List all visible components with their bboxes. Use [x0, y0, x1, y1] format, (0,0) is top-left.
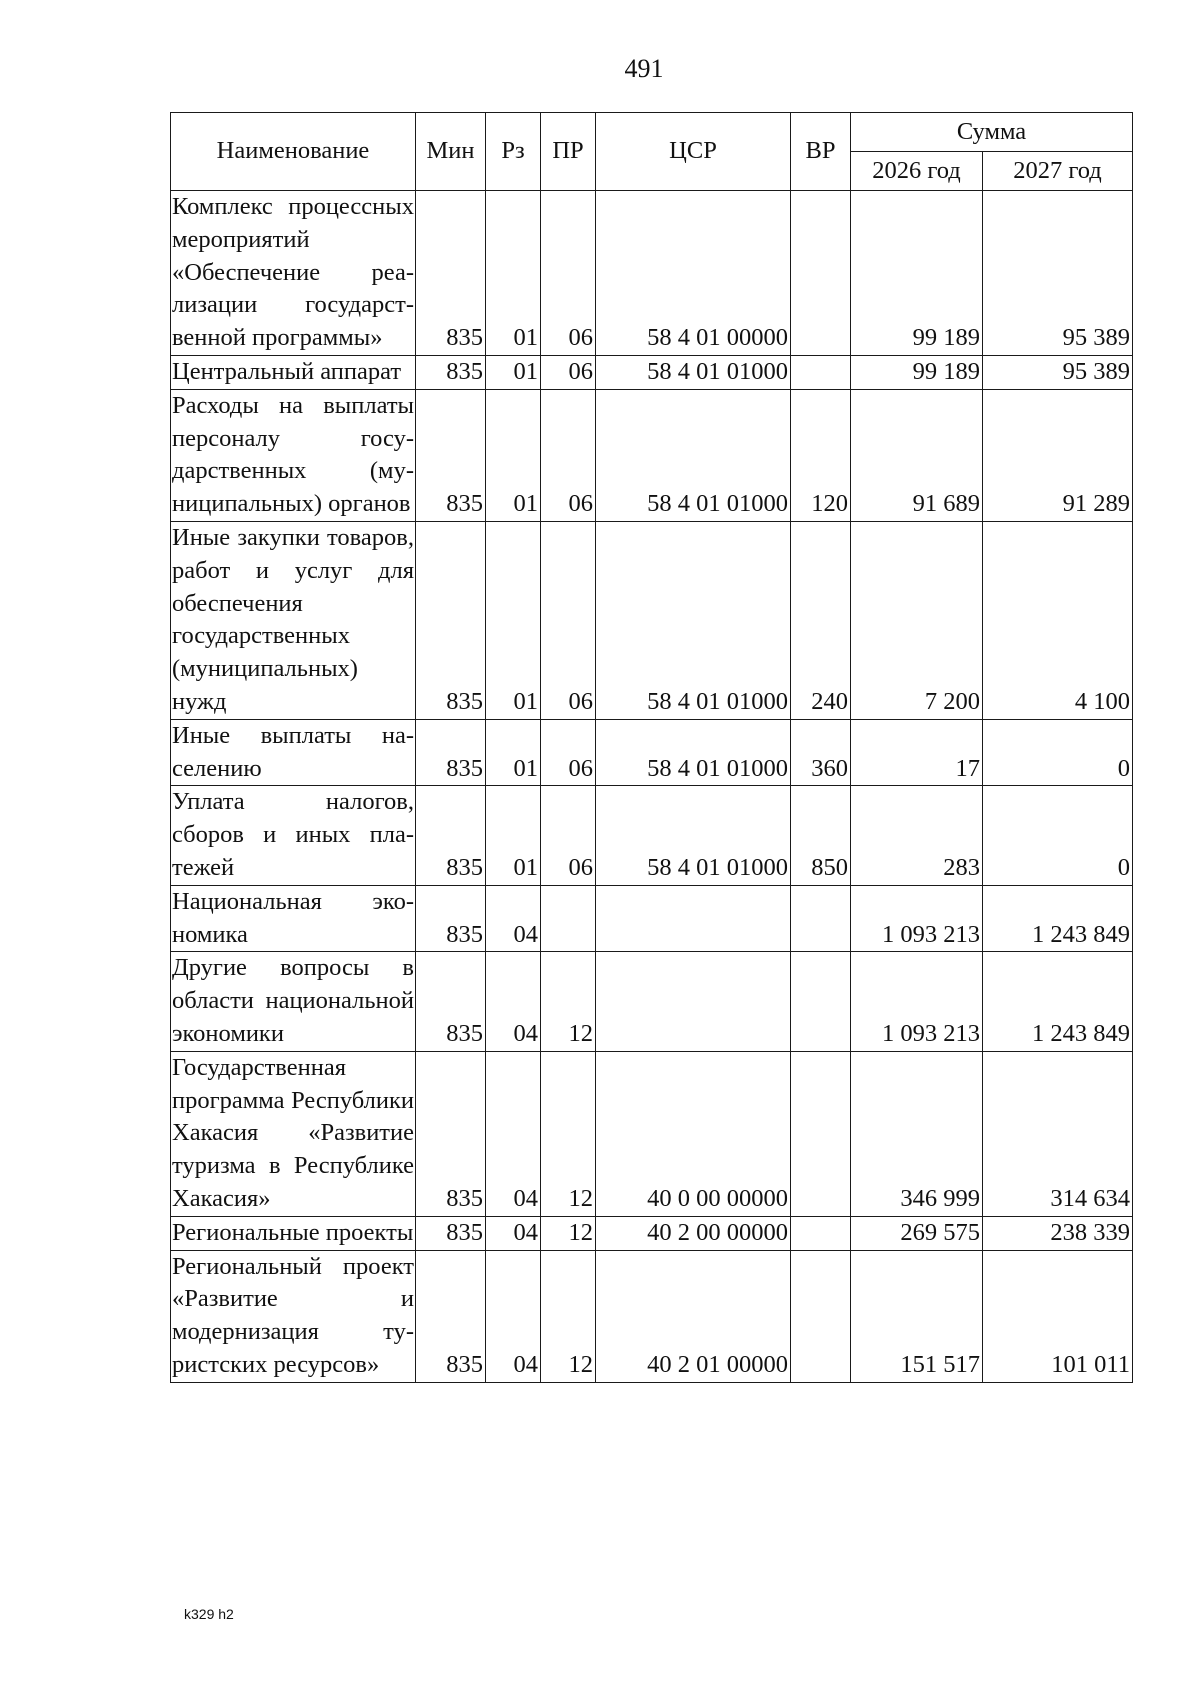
cell-pr: 12	[541, 1051, 596, 1216]
cell-csr: 58 4 01 01000	[596, 786, 791, 885]
cell-sum-2026: 151 517	[851, 1250, 983, 1382]
cell-min: 835	[416, 355, 486, 389]
table-row	[171, 885, 1133, 952]
cell-csr: 58 4 01 00000	[596, 191, 791, 356]
cell-rz: 04	[486, 1250, 541, 1382]
cell-rz: 01	[486, 786, 541, 885]
table-row	[171, 521, 1133, 719]
cell-csr: 58 4 01 01000	[596, 355, 791, 389]
cell-rz: 01	[486, 389, 541, 521]
cell-vr	[791, 355, 851, 389]
cell-csr	[596, 952, 791, 1051]
cell-pr: 12	[541, 1250, 596, 1382]
table-body	[171, 191, 1133, 1383]
header-vr: ВР	[791, 113, 851, 191]
cell-sum-2027: 238 339	[983, 1216, 1133, 1250]
cell-vr: 850	[791, 786, 851, 885]
cell-sum-2026: 283	[851, 786, 983, 885]
cell-min: 835	[416, 786, 486, 885]
header-year-2027: 2027 год	[983, 152, 1133, 191]
cell-rz: 01	[486, 191, 541, 356]
cell-rz: 01	[486, 355, 541, 389]
cell-csr: 40 2 01 00000	[596, 1250, 791, 1382]
cell-sum-2026: 346 999	[851, 1051, 983, 1216]
cell-vr	[791, 885, 851, 952]
cell-rz: 04	[486, 1051, 541, 1216]
cell-rz: 04	[486, 952, 541, 1051]
cell-csr: 58 4 01 01000	[596, 521, 791, 719]
cell-pr: 06	[541, 719, 596, 786]
table-row	[171, 191, 1133, 356]
table-row	[171, 1250, 1133, 1382]
cell-vr	[791, 1051, 851, 1216]
table-header	[171, 113, 1133, 191]
cell-pr: 12	[541, 1216, 596, 1250]
cell-rz: 01	[486, 719, 541, 786]
header-rz: Рз	[486, 113, 541, 191]
cell-name: Комплекс процессных мероприятий «Обеспечение реализации государственной программы»	[171, 191, 416, 356]
cell-sum-2027: 4 100	[983, 521, 1133, 719]
cell-pr: 06	[541, 355, 596, 389]
cell-csr: 40 0 00 00000	[596, 1051, 791, 1216]
cell-csr: 58 4 01 01000	[596, 389, 791, 521]
cell-pr: 06	[541, 191, 596, 356]
cell-name: Региональные проекты	[171, 1216, 416, 1250]
header-name: Наименование	[171, 113, 416, 191]
cell-min: 835	[416, 1216, 486, 1250]
cell-pr: 06	[541, 521, 596, 719]
header-sum: Сумма	[851, 113, 1133, 152]
cell-min: 835	[416, 1250, 486, 1382]
cell-rz: 01	[486, 521, 541, 719]
cell-sum-2027: 101 011	[983, 1250, 1133, 1382]
cell-sum-2027: 91 289	[983, 389, 1133, 521]
table-row	[171, 1216, 1133, 1250]
cell-vr	[791, 952, 851, 1051]
cell-sum-2027: 1 243 849	[983, 952, 1133, 1051]
cell-pr: 06	[541, 389, 596, 521]
cell-sum-2027: 1 243 849	[983, 885, 1133, 952]
cell-sum-2026: 99 189	[851, 355, 983, 389]
cell-sum-2027: 0	[983, 786, 1133, 885]
budget-table	[170, 112, 1133, 1383]
cell-sum-2026: 269 575	[851, 1216, 983, 1250]
header-year-2026: 2026 год	[851, 152, 983, 191]
cell-vr: 240	[791, 521, 851, 719]
cell-pr: 12	[541, 952, 596, 1051]
cell-vr	[791, 1250, 851, 1382]
table-row	[171, 786, 1133, 885]
header-min: Мин	[416, 113, 486, 191]
cell-name: Уплата налогов, сборов и иных платежей	[171, 786, 416, 885]
table-row	[171, 355, 1133, 389]
cell-sum-2026: 1 093 213	[851, 952, 983, 1051]
cell-sum-2027: 95 389	[983, 355, 1133, 389]
header-pr: ПР	[541, 113, 596, 191]
cell-name: Иные выплаты населению	[171, 719, 416, 786]
cell-sum-2027: 0	[983, 719, 1133, 786]
cell-min: 835	[416, 521, 486, 719]
cell-pr: 06	[541, 786, 596, 885]
cell-sum-2026: 99 189	[851, 191, 983, 356]
table-row	[171, 719, 1133, 786]
cell-vr: 360	[791, 719, 851, 786]
cell-name: Расходы на выплаты персоналу государственных (муниципальных) органов	[171, 389, 416, 521]
cell-min: 835	[416, 885, 486, 952]
cell-min: 835	[416, 389, 486, 521]
cell-name: Национальная экономика	[171, 885, 416, 952]
cell-min: 835	[416, 1051, 486, 1216]
cell-name: Региональный проект «Развитие и модернизация туристских ресурсов»	[171, 1250, 416, 1382]
cell-vr	[791, 1216, 851, 1250]
cell-vr: 120	[791, 389, 851, 521]
cell-name: Другие вопросы в области национальной экономики	[171, 952, 416, 1051]
cell-csr: 58 4 01 01000	[596, 719, 791, 786]
cell-rz: 04	[486, 1216, 541, 1250]
cell-sum-2026: 91 689	[851, 389, 983, 521]
cell-sum-2026: 1 093 213	[851, 885, 983, 952]
cell-vr	[791, 191, 851, 356]
cell-sum-2026: 7 200	[851, 521, 983, 719]
cell-csr	[596, 885, 791, 952]
cell-sum-2027: 95 389	[983, 191, 1133, 356]
cell-sum-2026: 17	[851, 719, 983, 786]
cell-min: 835	[416, 719, 486, 786]
page-number: 491	[624, 54, 664, 83]
cell-sum-2027: 314 634	[983, 1051, 1133, 1216]
table-row	[171, 952, 1133, 1051]
cell-csr: 40 2 00 00000	[596, 1216, 791, 1250]
table-row	[171, 1051, 1133, 1216]
cell-name: Государственная программа Республики Хакасия «Развитие туризма в Республике Хакасия»	[171, 1051, 416, 1216]
footer-code: k329 h2	[184, 1606, 234, 1622]
cell-name: Иные закупки товаров, работ и услуг для обеспечения государственных (муниципальных) нужд	[171, 521, 416, 719]
table-row	[171, 389, 1133, 521]
header-csr: ЦСР	[596, 113, 791, 191]
cell-rz: 04	[486, 885, 541, 952]
cell-min: 835	[416, 952, 486, 1051]
cell-min: 835	[416, 191, 486, 356]
cell-pr	[541, 885, 596, 952]
cell-name: Центральный аппарат	[171, 355, 416, 389]
